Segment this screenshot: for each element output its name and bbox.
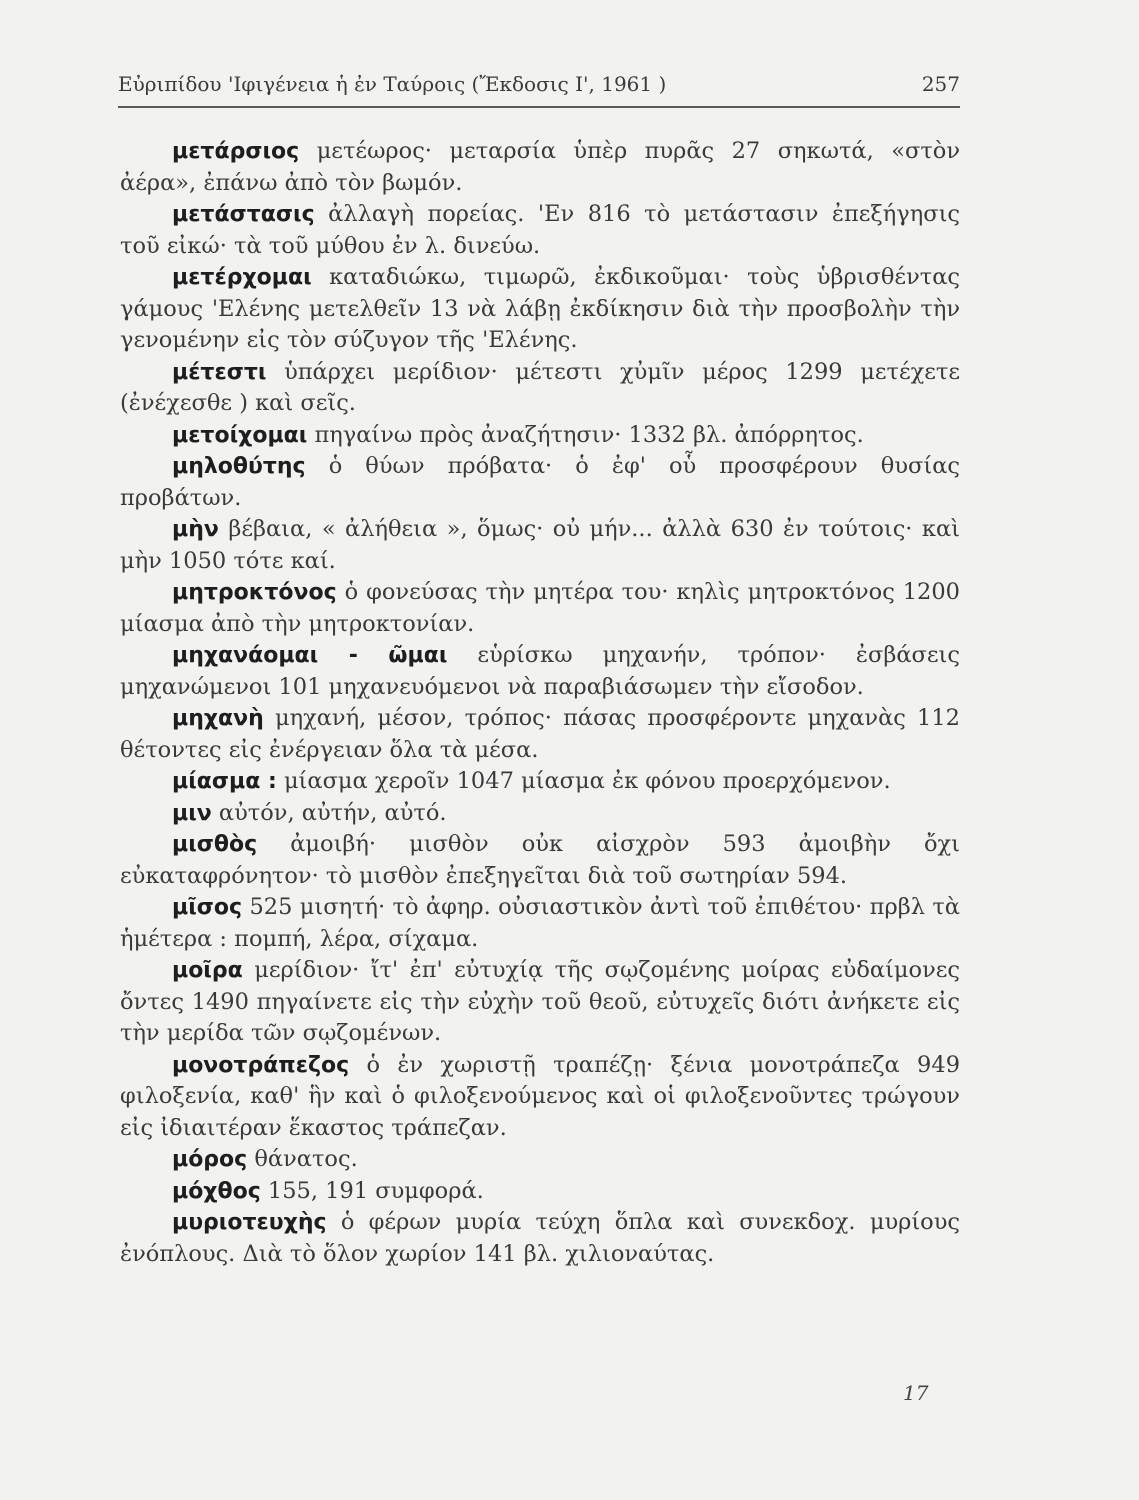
- glossary-entry: [120, 829, 960, 892]
- running-header: [118, 72, 960, 96]
- headword: μόχθος: [172, 1178, 261, 1204]
- definition: ὁ ἐν χωριστῇ τραπέζῃ· ξένια μονοτράπεζα 949 φιλοξενία, καθ' ἣν καὶ ὁ φιλοξενούμενος καὶ οἱ φιλοξενοῦντες τρώγουν εἰς ἰδιαιτέραν ἕκαστος τράπεζαν.: [120, 1051, 961, 1141]
- glossary-entry: [120, 798, 960, 830]
- glossary-entry: [120, 136, 960, 199]
- definition: ἀμοιβή· μισθὸν οὐκ αἰσχρὸν 593 ἀμοιβὴν ὄχι εὐκαταφρόνητον· τὸ μισθὸν ἐπεξηγεῖται διὰ τοῦ σωτηρίαν 594.: [120, 831, 961, 889]
- glossary-entry: [120, 892, 960, 955]
- glossary-entry: [120, 1207, 960, 1270]
- headword: μοῖρα: [172, 958, 243, 983]
- glossary-entry: [120, 1144, 960, 1176]
- glossary-entries: [120, 136, 960, 1270]
- glossary-entry: [120, 451, 960, 514]
- headword: μέτεστι: [172, 359, 267, 385]
- glossary-entry: [120, 703, 960, 766]
- definition: 525 μισητή· τὸ ἀφηρ. οὐσιαστικὸν ἀντὶ τοῦ ἐπιθέτου· πρβλ τὰ ἡμέτερα : πομπή, λέρα, σίχαμα.: [120, 894, 960, 952]
- headword: μιν: [172, 800, 212, 826]
- headword: μῖσος: [172, 895, 243, 920]
- definition: μίασμα χεροῖν 1047 μίασμα ἐκ φόνου προερχόμενον.: [283, 768, 891, 794]
- definition: ὁ φέρων μυρία τεύχη ὅπλα καὶ συνεκδοχ. μυρίους ἐνόπλους. Διὰ τὸ ὅλον χωρίον 141 βλ. χιλιοναύτας.: [120, 1209, 960, 1267]
- definition: εὑρίσκω μηχανήν, τρόπον· ἐσβάσεις μηχανώμενοι 101 μηχανευόμενοι νὰ παραβιάσωμεν τὴν εἴσοδον.: [120, 642, 960, 700]
- headword: μυριοτευχὴς: [172, 1210, 327, 1235]
- headword: μίασμα :: [172, 769, 277, 794]
- definition: 155, 191 συμφορά.: [267, 1177, 484, 1204]
- headword: μηλοθύτης: [172, 454, 306, 479]
- glossary-entry: [120, 766, 960, 798]
- glossary-entry: [120, 955, 960, 1050]
- glossary-entry: [120, 262, 960, 357]
- definition: μερίδιον· ἴτ' ἐπ' εὐτυχίᾳ τῆς σῳζομένης μοίρας εὐδαίμονες ὄντες 1490 πηγαίνετε εἰς τὴν εὐχὴν τοῦ θεοῦ, εὐτυχεῖς διότι ἀνήκετε εἰς τὴν μερίδα τῶν σῳζομένων.: [120, 957, 961, 1046]
- headword: μετάστασις: [172, 202, 315, 227]
- glossary-entry: [120, 577, 960, 640]
- glossary-entry: [120, 514, 960, 577]
- glossary-entry: [120, 420, 960, 452]
- headword: μετοίχομαι: [172, 422, 308, 448]
- headword: μητροκτόνος: [172, 580, 337, 605]
- glossary-entry: [120, 640, 960, 703]
- headword: μόρος: [172, 1147, 248, 1172]
- headword: μετάρσιος: [172, 139, 300, 164]
- headword: μηχανάομαι - ῶμαι: [172, 643, 448, 668]
- glossary-entry: [120, 199, 960, 262]
- definition: καταδιώκω, τιμωρῶ, ἐκδικοῦμαι· τοὺς ὑβρισθέντας γάμους 'Ελένης μετελθεῖν 13 νὰ λάβῃ ἐκδίκησιν διὰ τὴν προσβολὴν τὴν γενομένην εἰς τὸν σύζυγον τῆς 'Ελένης.: [120, 264, 961, 353]
- definition: μετέωρος· μεταρσία ὑπὲρ πυρᾶς 27 σηκωτά, «στὸν ἀέρα», ἐπάνω ἀπὸ τὸν βωμόν.: [120, 138, 961, 196]
- definition: αὐτόν, αὐτήν, αὐτό.: [218, 799, 447, 826]
- definition: μηχανή, μέσον, τρόπος· πάσας προσφέροντε μηχανὰς 112 θέτοντες εἰς ἐνέργειαν ὅλα τὰ μέσα.: [120, 705, 960, 763]
- definition: ἀλλαγὴ πορείας. 'Εν 816 τὸ μετάστασιν ἐπεξήγησις τοῦ εἰκώ· τὰ τοῦ μύθου ἐν λ. δινεύω.: [120, 201, 960, 259]
- definition: ὑπάρχει μερίδιον· μέτεστι χὐμῖν μέρος 1299 μετέχετε (ἐνέχεσθε ) καὶ σεῖς.: [120, 358, 961, 416]
- definition: θάνατος.: [254, 1146, 358, 1172]
- glossary-entry: [120, 1176, 960, 1208]
- running-title: Εὐριπίδου 'Ιφιγένεια ἡ ἐν Ταύροις (Ἔκδοσις Ι', 1961 ): [118, 72, 667, 96]
- glossary-entry: [120, 1050, 960, 1145]
- headword: μετέρχομαι: [172, 265, 312, 290]
- definition: ὁ θύων πρόβατα· ὁ ἐφ' οὗ προσφέρουν θυσίας προβάτων.: [120, 453, 960, 511]
- definition: βέβαια, « ἀλήθεια », ὅμως· οὐ μήν... ἀλλὰ 630 ἐν τούτοις· καὶ μὴν 1050 τότε καί.: [120, 516, 960, 574]
- headword: μηχανὴ: [172, 706, 264, 731]
- page-number: 257: [921, 72, 960, 96]
- glossary-entry: [120, 357, 960, 420]
- headword: μὴν: [172, 517, 219, 542]
- definition: πηγαίνω πρὸς ἀναζήτησιν· 1332 βλ. ἀπόρρητος.: [314, 421, 864, 448]
- headword: μονοτράπεζος: [172, 1052, 350, 1078]
- header-rule: [118, 106, 960, 108]
- definition: ὁ φονεύσας τὴν μητέρα του· κηλὶς μητροκτόνος 1200 μίασμα ἀπὸ τὴν μητροκτονίαν.: [120, 579, 960, 637]
- headword: μισθὸς: [172, 832, 258, 857]
- signature-mark: 17: [903, 1381, 929, 1405]
